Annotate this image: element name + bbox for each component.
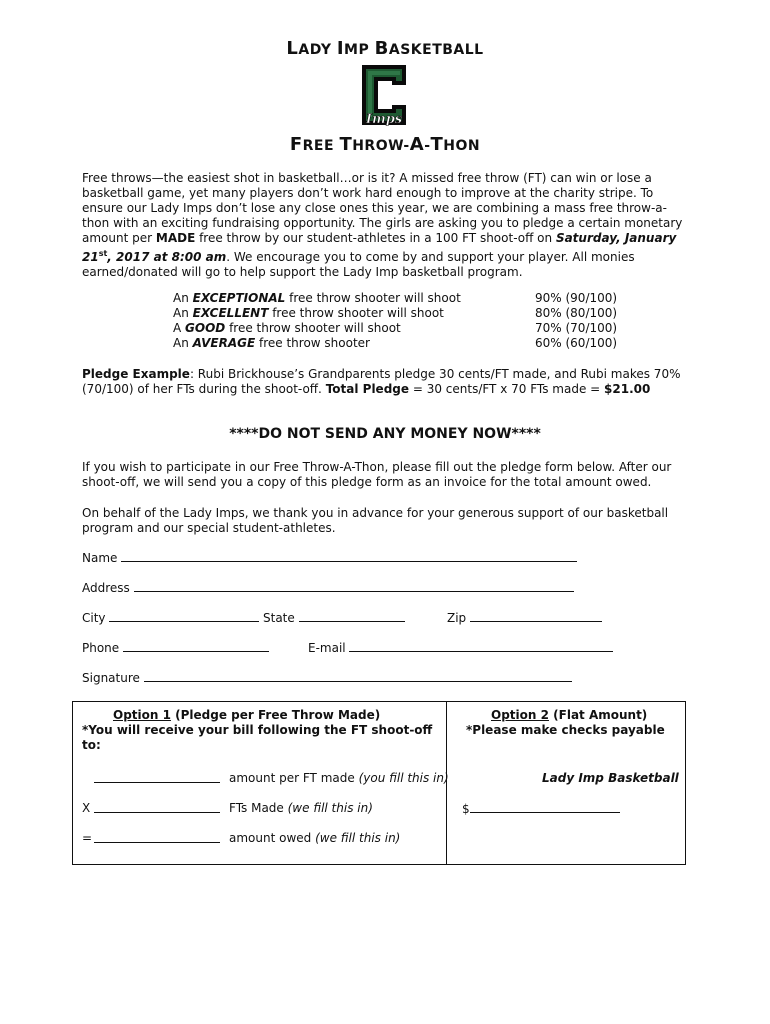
level-row: An EXCELLENT free throw shooter will shoot: [173, 306, 444, 320]
state-field[interactable]: State: [263, 610, 405, 626]
level-percent: 70% (70/100): [535, 321, 618, 335]
imps-c-logo-icon: [356, 61, 412, 129]
email-field[interactable]: E-mail: [308, 640, 613, 656]
amount-owed-label: amount owed (we fill this in): [229, 831, 401, 845]
no-money-warning: ****DO NOT SEND ANY MONEY NOW****: [229, 426, 541, 442]
fts-made-prefix: X: [82, 801, 91, 815]
level-percent: 60% (60/100): [535, 336, 618, 350]
level-percent: 90% (90/100): [535, 291, 618, 305]
signature-field[interactable]: Signature: [82, 670, 572, 686]
pledge-example: Pledge Example: Rubi Brickhouse’s Grandparents pledge 30 cents/FT made, and Rubi makes 70% (70/100) of her FTs during the shoot-off. Total Pledge = 30 cents/FT x 70 FTs made = $21.00: [82, 367, 681, 396]
fts-made-label: FTs Made (we fill this in): [229, 801, 373, 815]
imps-logo: [356, 61, 412, 129]
level-row: A GOOD free throw shooter will shoot: [173, 321, 401, 335]
flat-amount-field[interactable]: $: [462, 801, 620, 817]
city-field[interactable]: City: [82, 610, 259, 626]
name-field[interactable]: Name: [82, 550, 577, 566]
amount-per-ft-field[interactable]: [94, 771, 220, 787]
amount-per-ft-label: amount per FT made (you fill this in): [229, 771, 449, 785]
level-percent: 80% (80/100): [535, 306, 618, 320]
fts-made-field[interactable]: [94, 801, 220, 817]
intro-paragraph: Free throws—the easiest shot in basketball…or is it? A missed free throw (FT) can win or lose a basketball game, yet many players don’t work hard enough to improve at the charity stripe. To ensure our Lady Imps don’t lose any close ones this year, we are combining a mass free throw-a-thon with an exciting fundraising opportunity. The girls are asking you to pledge a certain monetary amount per MADE free throw by our student-athletes in a 100 FT shoot-off on Saturday, January 21st, 2017 at 8:00 am. We encourage you to come by and support your player. All monies earned/donated will go to help support the Lady Imp basketball program.: [82, 171, 683, 279]
level-row: An EXCEPTIONAL free throw shooter will shoot: [173, 291, 461, 305]
page-subtitle: FREE THROW-A-THON: [289, 134, 481, 155]
zip-field[interactable]: Zip: [447, 610, 602, 626]
svg-text:Imps: Imps: [365, 112, 403, 127]
amount-owed-field[interactable]: [94, 831, 220, 847]
thanks-paragraph: On behalf of the Lady Imps, we thank you in advance for your generous support of our basketball program and our special student-athletes.: [82, 506, 669, 535]
option2-payee: Lady Imp Basketball: [542, 771, 679, 785]
page-title: LADY IMP BASKETBALL: [286, 38, 484, 59]
address-field[interactable]: Address: [82, 580, 574, 596]
phone-field[interactable]: Phone: [82, 640, 269, 656]
option1-note: *You will receive your bill following the FT shoot-off to:: [82, 723, 433, 752]
instructions-paragraph: If you wish to participate in our Free Throw-A-Thon, please fill out the pledge form below. After our shoot-off, we will send you a copy of this pledge form as an invoice for the total amount owed.: [82, 460, 672, 489]
option1-title: Option 1 (Pledge per Free Throw Made): [113, 708, 381, 722]
option2-note: *Please make checks payable: [466, 723, 665, 737]
option2-title: Option 2 (Flat Amount): [491, 708, 648, 722]
level-row: An AVERAGE free throw shooter: [173, 336, 370, 350]
amount-owed-prefix: =: [82, 831, 93, 845]
